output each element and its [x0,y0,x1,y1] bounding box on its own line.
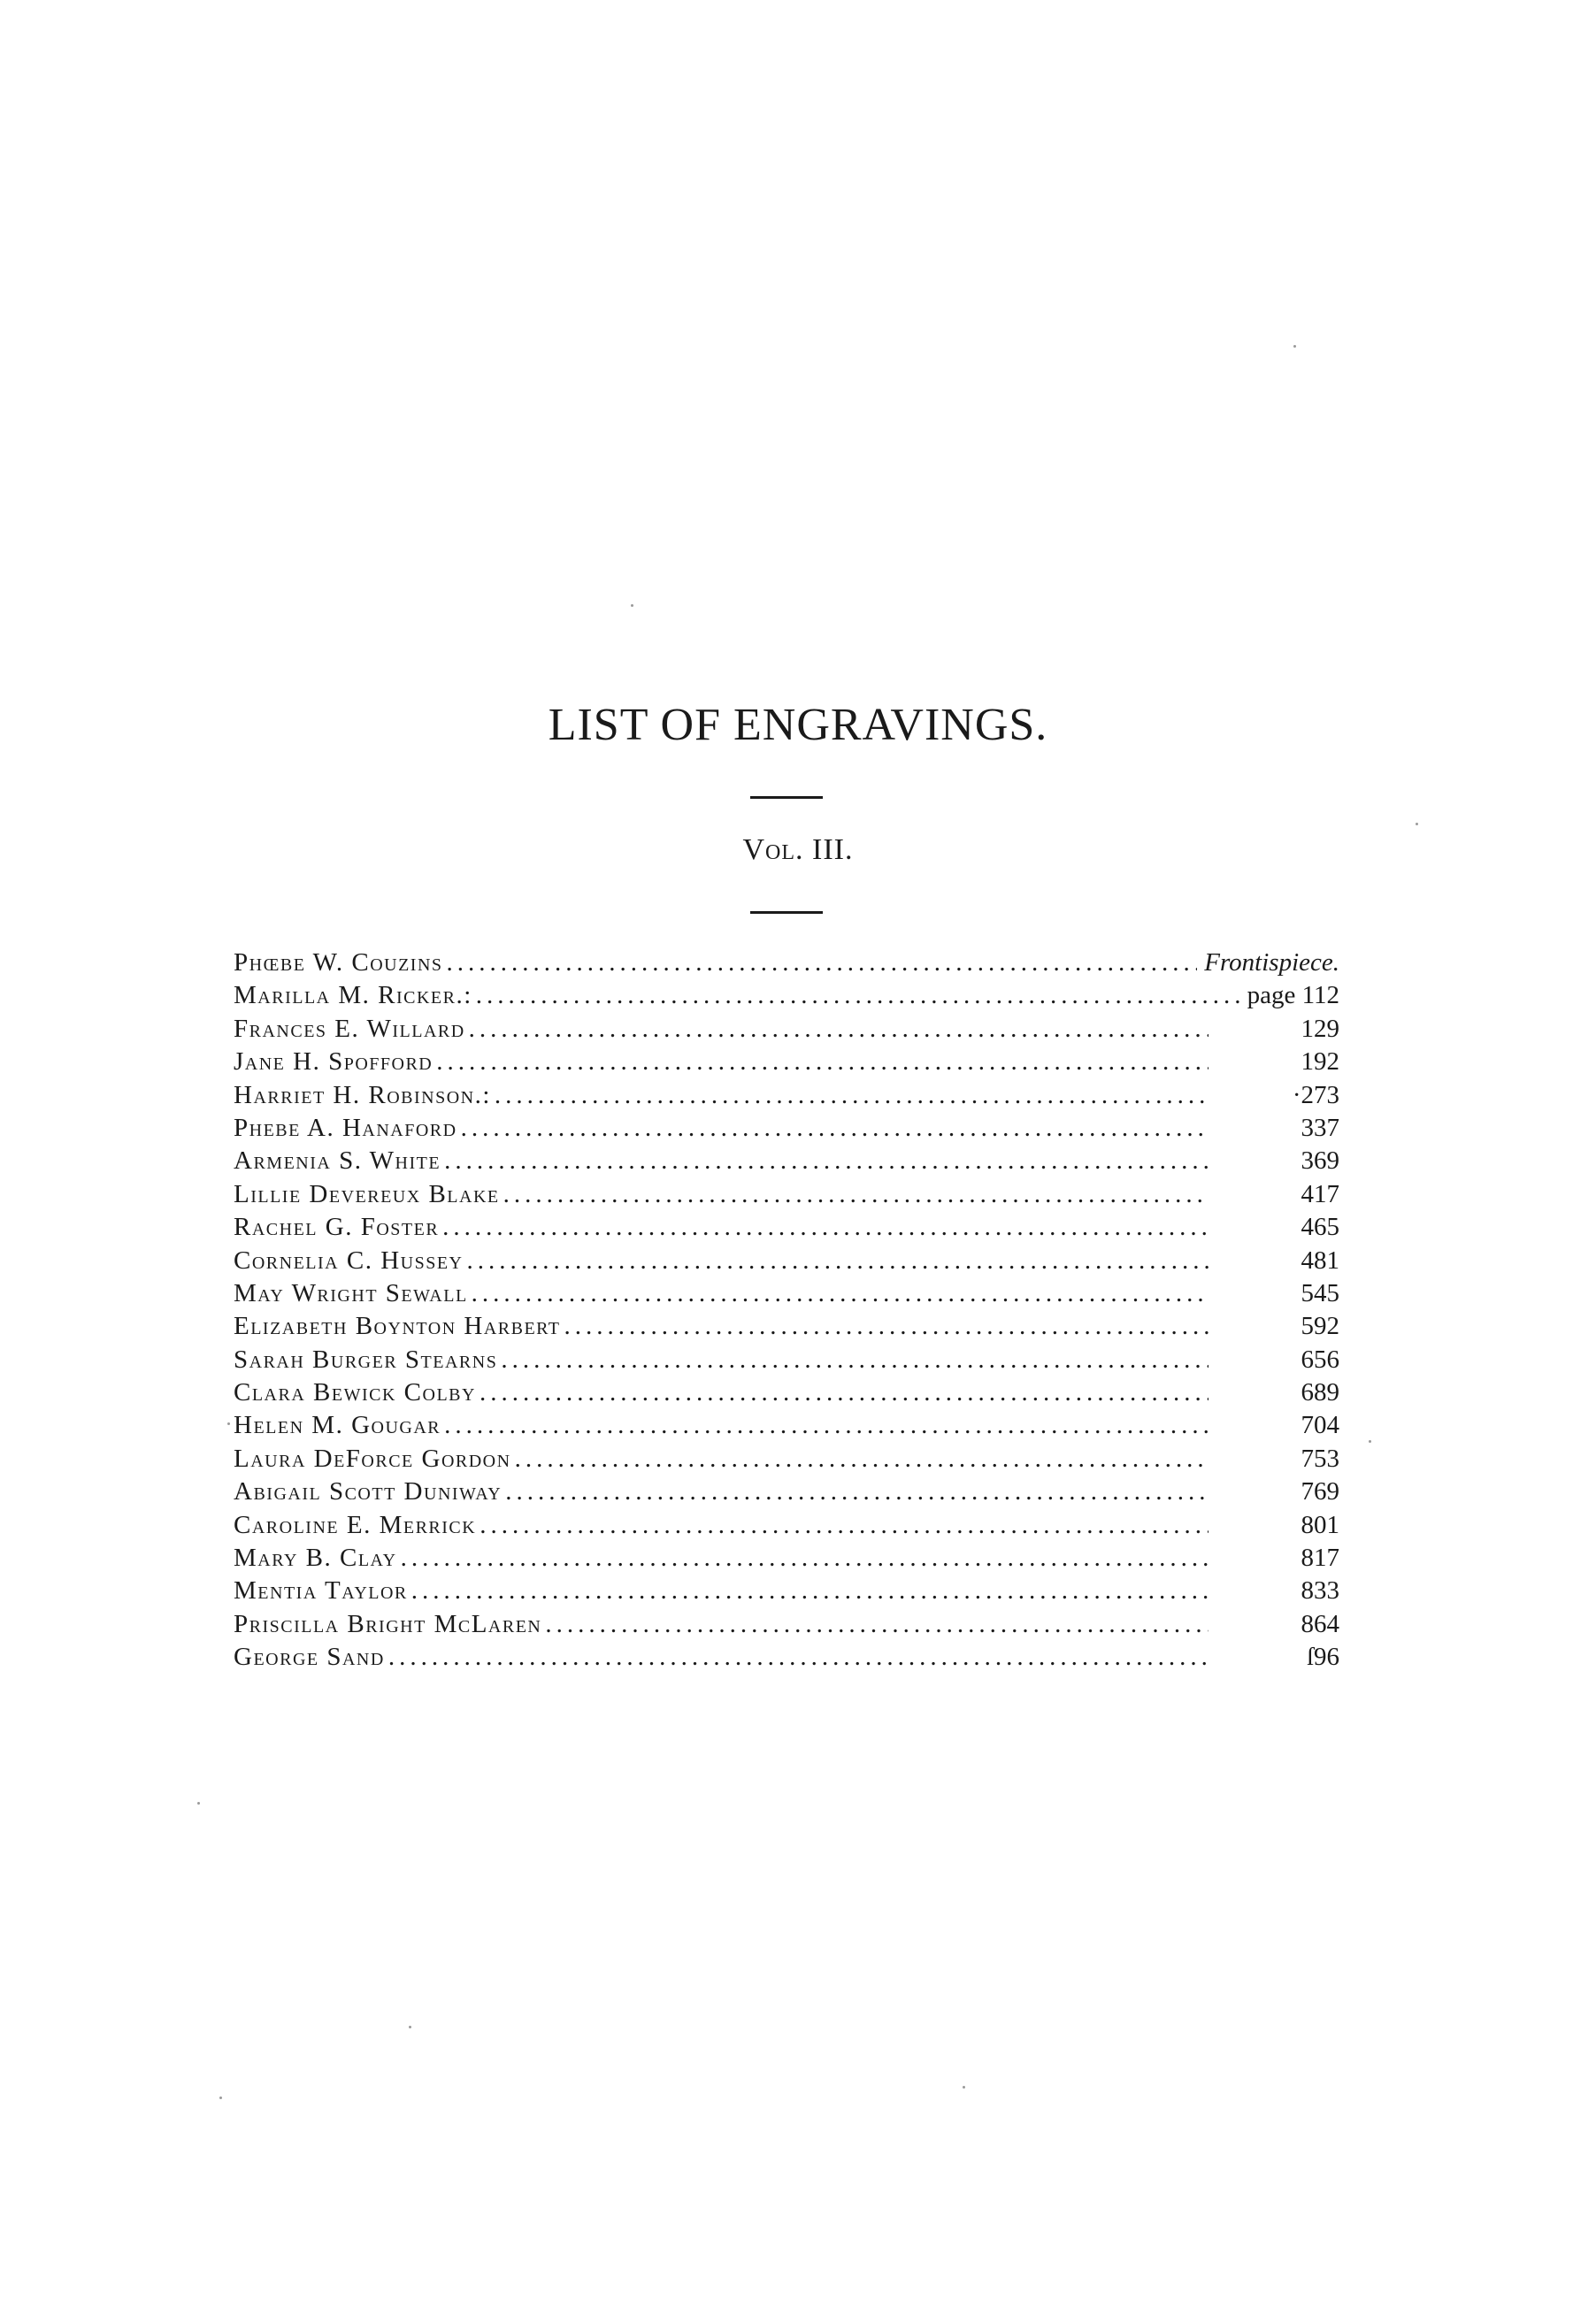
list-item [234,1575,1339,1607]
page-reference: 337 [1301,1113,1339,1142]
page-reference: Frontispiece. [1204,948,1339,977]
dot-leader [495,1079,1209,1112]
list-item [234,947,1339,979]
page-reference: page 112 [1247,981,1339,1010]
dot-leader [444,1409,1209,1442]
page-reference: 833 [1301,1576,1339,1606]
engraving-name: George Sand [234,1643,385,1672]
dot-leader [388,1641,1209,1674]
paper-speck [1293,345,1296,348]
dot-leader [472,1277,1209,1310]
dot-leader [476,979,1240,1012]
list-item [234,979,1339,1012]
dot-leader [442,1211,1209,1244]
page-title: LIST OF ENGRAVINGS. [548,700,1048,750]
volume-heading: Vol. III. [742,833,854,866]
engraving-name: Sarah Burger Stearns [234,1345,498,1374]
dot-leader [447,947,1198,979]
engraving-name: Frances E. Willard [234,1014,465,1043]
paper-speck [197,1802,200,1805]
dot-leader [501,1344,1209,1376]
list-item [234,1509,1339,1542]
dot-leader [411,1575,1209,1607]
paper-speck [409,2026,411,2028]
volume-divider [750,911,823,914]
page-reference: 369 [1301,1146,1339,1176]
page-reference: 801 [1301,1510,1339,1539]
list-item [234,1409,1339,1442]
dot-leader [480,1509,1209,1542]
page-reference: 689 [1301,1378,1339,1407]
list-item [234,1542,1339,1575]
list-item [234,1079,1339,1112]
paper-speck [227,1422,230,1425]
list-item [234,1245,1339,1277]
list-item [234,1376,1339,1409]
engraving-name: Jane H. Spofford [234,1047,434,1077]
engraving-name: Cornelia C. Hussey [234,1246,464,1275]
engraving-name: Harriet H. Robinson.: [234,1080,491,1109]
dot-leader [436,1046,1209,1078]
engraving-name: May Wright Sewall [234,1278,468,1307]
list-item [234,1443,1339,1476]
page-reference: 864 [1301,1609,1339,1638]
list-item [234,1310,1339,1343]
dot-leader [461,1112,1209,1145]
page-reference: 192 [1301,1047,1339,1077]
engraving-name: Marilla M. Ricker.: [234,981,472,1010]
paper-speck [1416,823,1418,825]
paper-speck [963,2086,965,2089]
page-reference: 656 [1301,1345,1339,1374]
list-item [234,1178,1339,1211]
engraving-name: Phebe A. Hanaford [234,1113,457,1142]
engraving-name: Armenia S. White [234,1146,441,1176]
engraving-name: Abigail Scott Duniway [234,1477,503,1506]
list-item [234,1046,1339,1078]
list-item [234,1277,1339,1310]
dot-leader [515,1443,1209,1476]
dot-leader [469,1013,1209,1046]
engraving-name: Phœbe W. Couzins [234,948,443,977]
engraving-name: Mary B. Clay [234,1544,397,1573]
paper-speck [219,2097,222,2099]
page-reference: ſ96 [1306,1643,1339,1672]
page-reference: 129 [1301,1014,1339,1043]
list-item [234,1013,1339,1046]
page-reference: 592 [1301,1312,1339,1341]
dot-leader [467,1245,1209,1277]
page-reference: 817 [1301,1544,1339,1573]
page-reference: 545 [1301,1278,1339,1307]
paper-speck [1369,1440,1371,1443]
page-reference: 481 [1301,1246,1339,1275]
dot-leader [545,1608,1209,1641]
list-item [234,1112,1339,1145]
page-reference: 769 [1301,1477,1339,1506]
paper-speck [631,604,633,607]
dot-leader [505,1476,1209,1508]
dot-leader [401,1542,1209,1575]
engraving-name: Caroline E. Merrick [234,1510,477,1539]
dot-leader [503,1178,1209,1211]
engraving-name: Rachel G. Foster [234,1213,440,1242]
list-item [234,1211,1339,1244]
engraving-name: Lillie Devereux Blake [234,1179,500,1208]
page-reference: 704 [1301,1411,1339,1440]
engraving-name: Laura DeForce Gordon [234,1444,511,1473]
dot-leader [564,1310,1209,1343]
page-reference: 753 [1301,1444,1339,1473]
list-item [234,1476,1339,1508]
engraving-name: Elizabeth Boynton Harbert [234,1312,561,1341]
list-item [234,1608,1339,1641]
page-reference: 417 [1301,1179,1339,1208]
list-item [234,1344,1339,1376]
engravings-list [234,947,1339,1675]
list-item [234,1641,1339,1674]
list-item [234,1145,1339,1177]
engraving-name: Clara Bewick Colby [234,1378,476,1407]
engraving-name: Priscilla Bright McLaren [234,1609,542,1638]
dot-leader [480,1376,1209,1409]
engraving-name: Helen M. Gougar [234,1411,441,1440]
title-divider [750,796,823,799]
engraving-name: Mentia Taylor [234,1576,408,1606]
dot-leader [444,1145,1209,1177]
page-reference: 465 [1301,1213,1339,1242]
page-reference: ·273 [1292,1080,1339,1109]
